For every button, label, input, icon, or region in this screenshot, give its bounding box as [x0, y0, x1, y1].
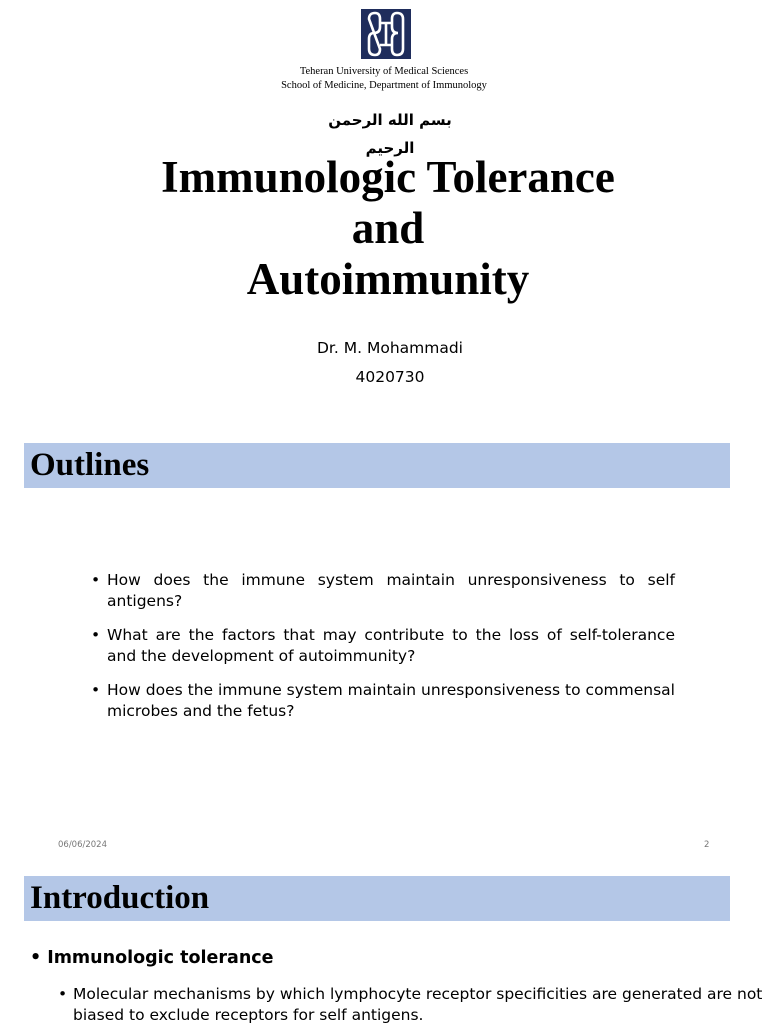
outlines-heading: Outlines [30, 447, 150, 483]
bismillah-line-2: الرحيم [365, 139, 415, 157]
slide-number: 2 [704, 840, 710, 850]
title-line-1: Immunologic Tolerance [161, 152, 615, 202]
slide-date: 06/06/2024 [58, 840, 107, 850]
outline-item: • How does the immune system maintain unresponsiveness to self antigens? [88, 570, 675, 612]
outline-item: • How does the immune system maintain unresponsiveness to commensal microbes and the fetus? [88, 680, 675, 722]
introduction-banner [24, 876, 730, 921]
outline-list [88, 570, 675, 735]
title-line-3: Autoimmunity [246, 254, 530, 304]
author-name: Dr. M. Mohammadi [317, 339, 463, 357]
outline-item: • What are the factors that may contribute to the loss of self-tolerance and the development of autoimmunity? [88, 625, 675, 667]
outlines-banner [24, 443, 730, 488]
bismillah-line-1: بسم الله الرحمن [328, 111, 452, 129]
sub-bullet: • Molecular mechanisms by which lymphocyte receptor specificities are generated are not biased to exclude receptors for self antigens. [58, 984, 763, 1026]
introduction-heading: Introduction [30, 880, 210, 916]
bullet-heading: • Immunologic tolerance [30, 946, 274, 970]
department-name: School of Medicine, Department of Immunology [281, 80, 487, 91]
title-line-2: and [351, 203, 425, 253]
university-logo-icon [361, 9, 411, 59]
lecture-code: 4020730 [355, 368, 425, 386]
university-name: Teheran University of Medical Sciences [299, 66, 469, 77]
